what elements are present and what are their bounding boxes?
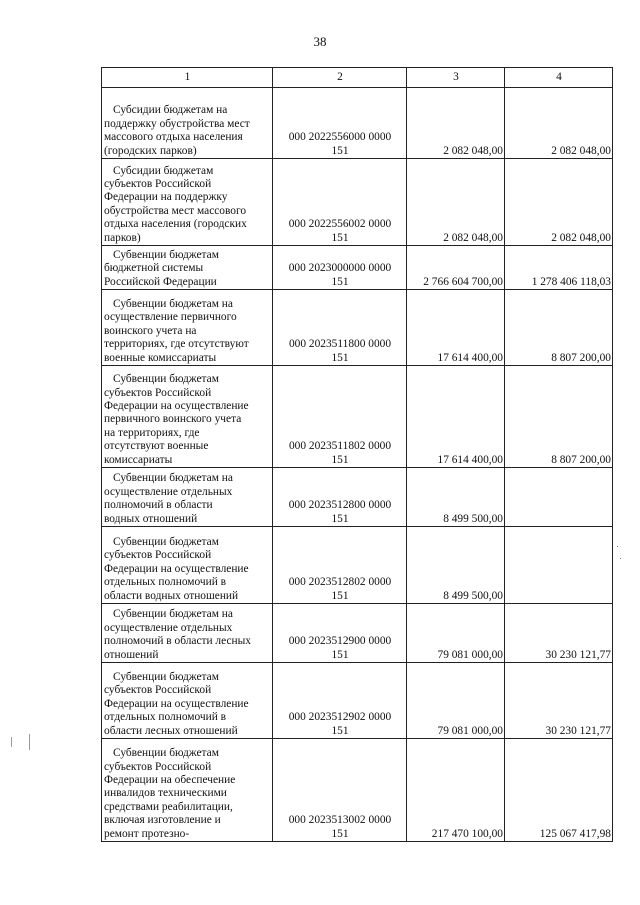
row-name-line: Субвенции бюджетам: [113, 535, 219, 548]
header-col-2: 2: [273, 68, 407, 88]
row-name-line: Федерации на осуществление: [104, 399, 249, 412]
row-actual-value: 2 082 048,00: [505, 159, 613, 246]
row-code-line: 000 2023000000 0000: [288, 262, 392, 275]
row-actual-value: 30 230 121,77: [505, 663, 613, 739]
row-name-cell: [102, 290, 273, 366]
row-name-line: осуществление отдельных: [104, 485, 233, 498]
row-code-line: 151: [331, 648, 349, 661]
row-plan-value: 17 614 400,00: [407, 290, 505, 366]
row-name-cell: [102, 88, 273, 159]
row-name-line: Субсидии бюджетам: [113, 164, 214, 177]
row-name-line: области лесных отношений: [104, 724, 238, 737]
row-name-line: отношений: [104, 648, 159, 661]
row-code-line: 000 2023512900 0000: [288, 635, 392, 648]
row-code-line: 151: [331, 231, 349, 244]
row-actual-value: 30 230 121,77: [505, 604, 613, 663]
row-plan-value: 217 470 100,00: [407, 739, 505, 842]
row-plan-value: 17 614 400,00: [407, 366, 505, 468]
row-code-cell: [273, 527, 407, 604]
row-code-line: 000 2022556000 0000: [288, 131, 392, 144]
row-code-line: 151: [331, 275, 349, 288]
row-code-line: 000 2023512802 0000: [288, 576, 392, 589]
row-plan-value: 2 082 048,00: [407, 159, 505, 246]
row-name-line: Субвенции бюджетам на: [113, 472, 233, 485]
row-name-line: Субвенции бюджетам на: [113, 297, 233, 310]
row-name-cell: [102, 468, 273, 527]
row-name-line: воинского учета на: [104, 324, 197, 337]
table-row: [102, 604, 613, 663]
row-code-line: 000 2023511800 0000: [288, 338, 392, 351]
row-name-line: комиссариаты: [104, 453, 173, 466]
header-col-3: 3: [407, 68, 505, 88]
table-row: [102, 366, 613, 468]
row-name-line: полномочий в области: [104, 499, 213, 512]
page-number: 38: [313, 34, 327, 49]
row-name-cell: [102, 604, 273, 663]
row-name-line: средствами реабилитации,: [104, 800, 233, 813]
row-actual-value: 1 278 406 118,03: [505, 246, 613, 290]
row-code-line: 151: [331, 589, 349, 602]
budget-table-body: [102, 68, 613, 842]
row-name-line: инвалидов техническими: [104, 787, 227, 800]
row-name-line: парков): [104, 231, 141, 244]
row-name-line: первичного воинского учета: [104, 413, 242, 426]
row-code-line: 000 2023513002 0000: [288, 814, 392, 827]
row-name-cell: [102, 159, 273, 246]
row-name-cell: [102, 739, 273, 842]
row-actual-value: 2 082 048,00: [505, 88, 613, 159]
row-name-line: включая изготовление и: [104, 814, 221, 827]
row-name-line: (городских парков): [104, 144, 197, 157]
row-code-cell: [273, 246, 407, 290]
row-name-line: Субвенции бюджетам: [113, 670, 219, 683]
row-name-line: отдыха населения (городских: [104, 218, 247, 231]
row-name-line: Федерации на обеспечение: [104, 773, 236, 786]
row-actual-value: [505, 527, 613, 604]
row-name-line: Субвенции бюджетам: [113, 373, 219, 386]
row-name-cell: [102, 246, 273, 290]
row-name-line: субъектов Российской: [104, 549, 212, 562]
row-name-line: отсутствуют военные: [104, 440, 209, 453]
scan-edge-mark: [29, 734, 30, 750]
row-code-line: 000 2023512800 0000: [288, 499, 392, 512]
table-row: [102, 739, 613, 842]
table-row: [102, 290, 613, 366]
row-code-cell: [273, 88, 407, 159]
row-code-line: 151: [331, 453, 349, 466]
row-name-line: Федерации на осуществление: [104, 697, 249, 710]
row-code-line: 151: [331, 144, 349, 157]
row-name-line: Федерации на осуществление: [104, 562, 249, 575]
budget-table: [101, 67, 613, 842]
row-name-line: субъектов Российской: [104, 760, 212, 773]
row-name-cell: [102, 527, 273, 604]
row-code-cell: [273, 604, 407, 663]
row-name-line: субъектов Российской: [104, 386, 212, 399]
row-plan-value: 79 081 000,00: [407, 604, 505, 663]
row-name-line: территориях, где отсутствуют: [104, 338, 249, 351]
row-name-line: области водных отношений: [104, 589, 239, 602]
table-row: [102, 246, 613, 290]
row-code-line: 151: [331, 724, 349, 737]
row-plan-value: 79 081 000,00: [407, 663, 505, 739]
row-plan-value: 8 499 500,00: [407, 527, 505, 604]
row-code-cell: [273, 739, 407, 842]
row-code-line: 151: [331, 351, 349, 364]
row-code-cell: [273, 468, 407, 527]
row-code-cell: [273, 290, 407, 366]
row-name-line: на территориях, где: [104, 426, 200, 439]
row-actual-value: 8 807 200,00: [505, 366, 613, 468]
row-name-line: Субвенции бюджетам: [113, 248, 219, 261]
header-col-4: 4: [505, 68, 613, 88]
row-name-line: субъектов Российской: [104, 177, 212, 190]
row-actual-value: 125 067 417,98: [505, 739, 613, 842]
row-code-cell: [273, 366, 407, 468]
header-col-1: 1: [102, 68, 273, 88]
row-name-line: осуществление отдельных: [104, 621, 233, 634]
row-name-cell: [102, 663, 273, 739]
row-plan-value: 2 766 604 700,00: [407, 246, 505, 290]
row-name-line: субъектов Российской: [104, 684, 212, 697]
row-name-line: отдельных полномочий в: [104, 711, 227, 724]
row-name-line: бюджетной системы: [104, 262, 204, 275]
row-name-line: осуществление первичного: [104, 311, 237, 324]
table-row: [102, 468, 613, 527]
table-row: [102, 88, 613, 159]
table-header-row: [102, 68, 613, 88]
table-row: [102, 663, 613, 739]
row-plan-value: 8 499 500,00: [407, 468, 505, 527]
row-actual-value: [505, 468, 613, 527]
row-name-line: Субвенции бюджетам: [113, 747, 219, 760]
row-code-line: 151: [331, 827, 349, 840]
scan-edge-mark: [11, 737, 12, 747]
row-code-line: 000 2023511802 0000: [288, 440, 392, 453]
row-name-line: Российской Федерации: [104, 275, 217, 288]
row-name-line: обустройства мест массового: [104, 204, 247, 217]
table-row: [102, 527, 613, 604]
row-name-line: военные комиссариаты: [104, 351, 217, 364]
row-plan-value: 2 082 048,00: [407, 88, 505, 159]
row-name-line: поддержку обустройства мест: [104, 117, 250, 130]
row-code-line: 151: [331, 512, 349, 525]
scan-dust-dot: [617, 546, 618, 547]
row-name-line: Федерации на поддержку: [104, 191, 228, 204]
row-name-line: отдельных полномочий в: [104, 576, 227, 589]
row-name-line: полномочий в области лесных: [104, 635, 251, 648]
row-actual-value: 8 807 200,00: [505, 290, 613, 366]
row-code-cell: [273, 159, 407, 246]
table-row: [102, 159, 613, 246]
row-code-cell: [273, 663, 407, 739]
row-name-line: массового отдыха населения: [104, 131, 243, 144]
row-name-line: водных отношений: [104, 512, 198, 525]
row-name-line: ремонт протезно-: [104, 827, 190, 840]
scan-dust-dot: [620, 558, 621, 559]
row-code-line: 000 2023512902 0000: [288, 711, 392, 724]
row-code-line: 000 2022556002 0000: [288, 218, 392, 231]
row-name-line: Субсидии бюджетам на: [113, 104, 228, 117]
row-name-cell: [102, 366, 273, 468]
row-name-line: Субвенции бюджетам на: [113, 608, 233, 621]
